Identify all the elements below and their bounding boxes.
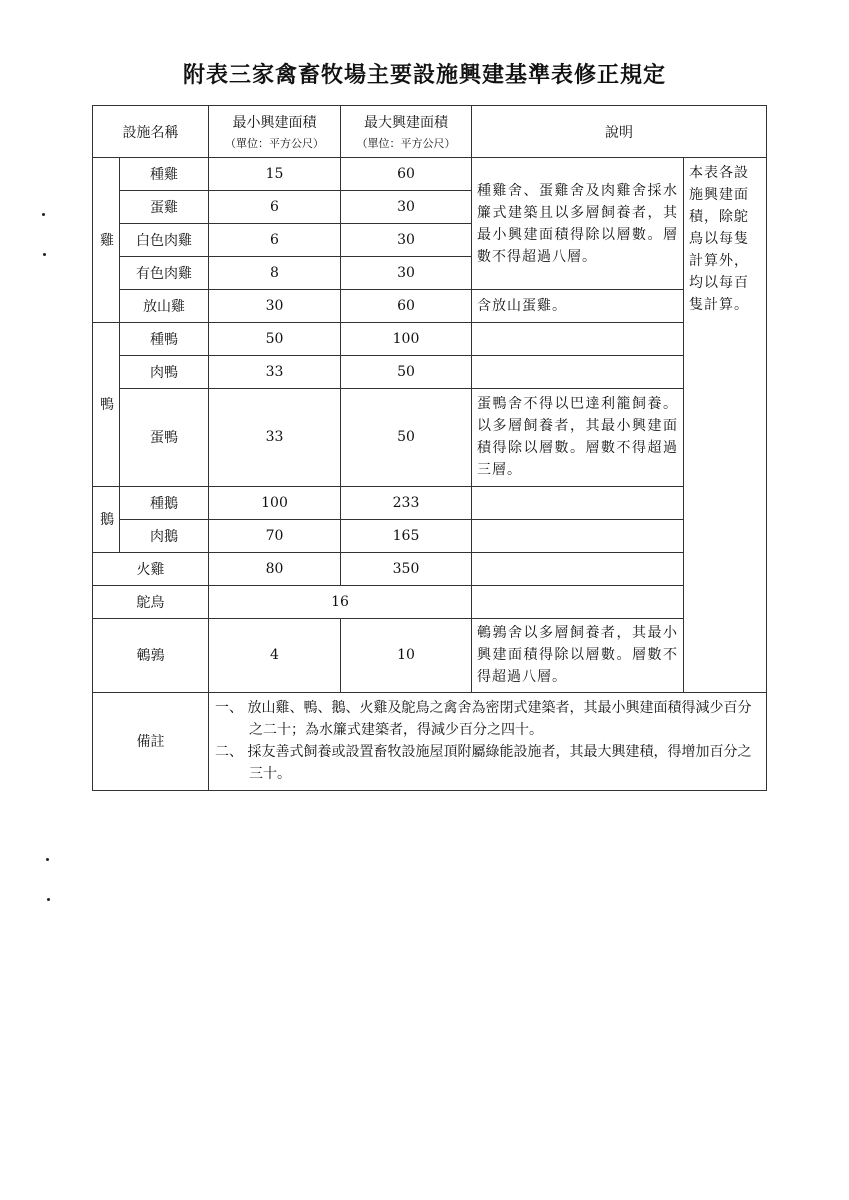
note-free-range: 含放山蛋雞。 (472, 290, 684, 323)
group-goose: 鵝 (93, 486, 120, 552)
table-row (93, 323, 767, 356)
row-name: 種鴨 (120, 323, 209, 356)
table-row (93, 585, 767, 618)
row-min: 80 (209, 552, 341, 585)
scan-speck (42, 213, 45, 216)
row-max: 60 (341, 158, 472, 191)
row-min: 6 (209, 224, 341, 257)
page-title: 附表三家禽畜牧場主要設施興建基準表修正規定 (182, 63, 666, 88)
row-name: 鵪鶉 (93, 618, 209, 692)
table-row (93, 290, 767, 323)
row-min: 33 (209, 389, 341, 486)
table-row (93, 158, 767, 191)
remark-item: 二、 採友善式飼養或設置畜牧設施屋頂附屬綠能設施者，其最大興建積，得增加百分之三十。 (215, 744, 752, 783)
note-empty (472, 519, 684, 552)
row-min: 70 (209, 519, 341, 552)
header-max-area: 最大興建面積 （單位：平方公尺） (341, 106, 472, 158)
note-chicken: 種雞舍、蛋雞舍及肉雞舍採水簾式建築且以多層飼養者，其最小興建面積得除以層數。層數不得超過八層。 (472, 158, 684, 290)
table-row (93, 618, 767, 692)
remarks-content (209, 692, 767, 790)
row-min: 33 (209, 356, 341, 389)
row-name: 肉鵝 (120, 519, 209, 552)
table-row (93, 552, 767, 585)
row-min: 50 (209, 323, 341, 356)
note-empty (472, 486, 684, 519)
row-name: 白色肉雞 (120, 224, 209, 257)
remarks-row (93, 692, 767, 790)
header-description: 說明 (472, 106, 767, 158)
scan-speck (47, 898, 50, 901)
row-max: 165 (341, 519, 472, 552)
row-name: 蛋雞 (120, 191, 209, 224)
row-min: 100 (209, 486, 341, 519)
row-min: 6 (209, 191, 341, 224)
note-side: 本表各設施興建面積，除鴕鳥以每隻計算外，均以每百隻計算。 (684, 158, 767, 693)
row-name: 火雞 (93, 552, 209, 585)
group-duck: 鴨 (93, 323, 120, 486)
row-max: 30 (341, 257, 472, 290)
row-max: 10 (341, 618, 472, 692)
table-row (93, 356, 767, 389)
row-name: 鴕鳥 (93, 585, 209, 618)
row-name: 蛋鴨 (120, 389, 209, 486)
row-max: 50 (341, 389, 472, 486)
row-max: 30 (341, 191, 472, 224)
row-name: 種鵝 (120, 486, 209, 519)
row-max: 30 (341, 224, 472, 257)
group-chicken: 雞 (93, 158, 120, 323)
scan-speck (46, 858, 49, 861)
row-min: 8 (209, 257, 341, 290)
row-min: 30 (209, 290, 341, 323)
header-facility-name: 設施名稱 (93, 106, 209, 158)
note-empty (472, 585, 684, 618)
note-laying-duck: 蛋鴨舍不得以巴達利籠飼養。以多層飼養者，其最小興建面積得除以層數。層數不得超過三層。 (472, 389, 684, 486)
table-row (93, 519, 767, 552)
note-empty (472, 356, 684, 389)
scan-speck (43, 253, 46, 256)
row-max: 60 (341, 290, 472, 323)
header-min-area: 最小興建面積 （單位：平方公尺） (209, 106, 341, 158)
row-name: 放山雞 (120, 290, 209, 323)
row-max: 100 (341, 323, 472, 356)
note-quail: 鵪鶉舍以多層飼養者，其最小興建面積得除以層數。層數不得超過八層。 (472, 618, 684, 692)
row-min: 15 (209, 158, 341, 191)
note-empty (472, 552, 684, 585)
remarks-label: 備註 (93, 692, 209, 790)
row-area: 16 (209, 585, 472, 618)
facility-standards-table (92, 105, 767, 791)
row-max: 50 (341, 356, 472, 389)
remark-item: 一、 放山雞、鴨、鵝、火雞及鴕鳥之禽舍為密閉式建築者，其最小興建面積得減少百分之二十；為水簾式建築者，得減少百分之四十。 (215, 700, 752, 739)
table-header-row (93, 106, 767, 158)
row-max: 233 (341, 486, 472, 519)
row-max: 350 (341, 552, 472, 585)
note-empty (472, 323, 684, 356)
table-row (93, 486, 767, 519)
row-name: 肉鴨 (120, 356, 209, 389)
table-row (93, 389, 767, 486)
row-min: 4 (209, 618, 341, 692)
row-name: 有色肉雞 (120, 257, 209, 290)
row-name: 種雞 (120, 158, 209, 191)
